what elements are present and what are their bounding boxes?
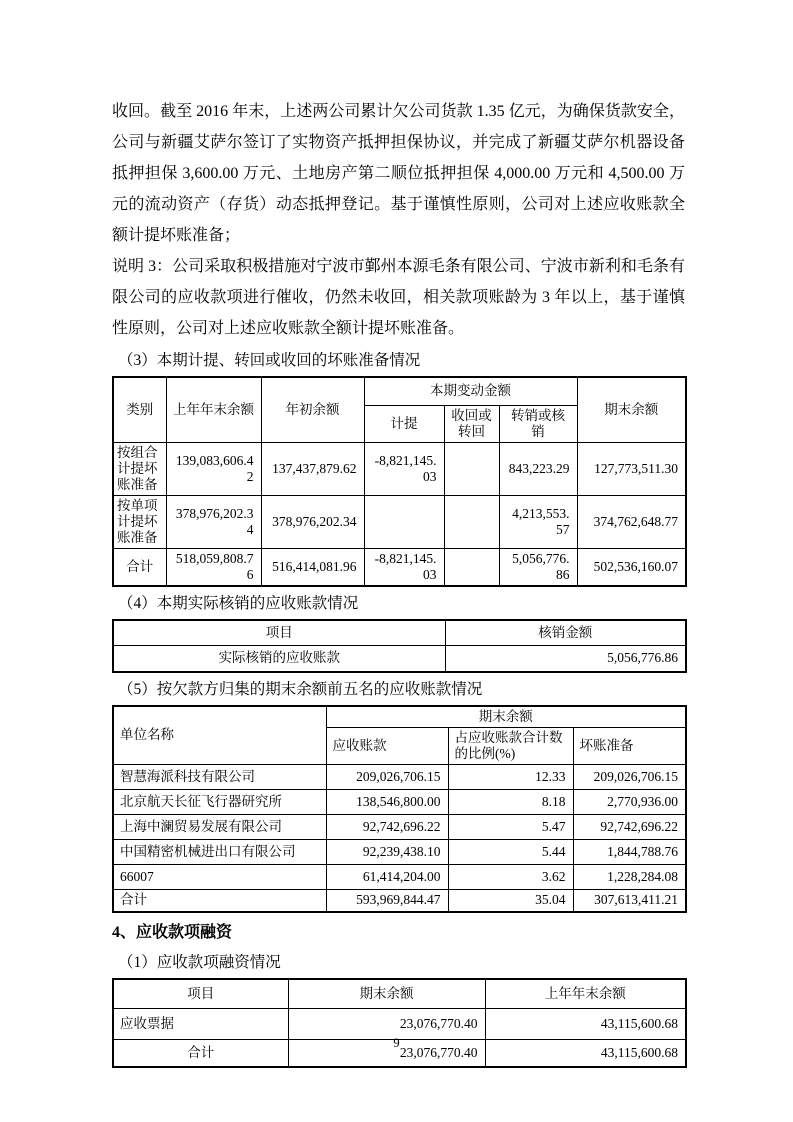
table-row xyxy=(113,1008,686,1039)
table5-row1-provision: 209,026,706.15 xyxy=(573,764,686,789)
table3-header-recover: 收回或转回 xyxy=(444,405,499,442)
table3-row2-category: 按单项计提坏账准备 xyxy=(113,495,166,548)
table3-row1-begin: 137,437,879.62 xyxy=(261,442,364,495)
actual-writeoff-table xyxy=(112,619,687,673)
table5-row3-provision: 92,742,696.22 xyxy=(573,814,686,839)
table5-header-row-1 xyxy=(113,706,686,728)
table3-row2-accrual xyxy=(364,495,444,548)
table5-row4-ratio: 5.44 xyxy=(448,839,573,864)
table-row xyxy=(113,442,686,495)
table5-total-receivable: 593,969,844.47 xyxy=(326,889,448,912)
page-content xyxy=(112,96,685,1068)
table3-header-prev-year-end: 上年年末余额 xyxy=(166,377,261,442)
table6-total-end: 23,076,770.40 xyxy=(288,1039,485,1067)
table3-header-category: 类别 xyxy=(113,377,166,442)
section-4-1-title: （1）应收款项融资情况 xyxy=(118,954,281,971)
paragraph-collateral-note: 收回。截至 2016 年末，上述两公司累计欠公司货款 1.35 亿元，为确保货款安全，公司与新疆艾萨尔签订了实物资产抵押担保协议，并完成了新疆艾萨尔机器设备抵押担保 3,600.00 万元、土地房产第二顺位抵押担保 4,000.00 万元和 4,500.00 万元的流动资产（存货）动态抵押登记。基于谨慎性原则，公司对上述应收账款全额计提坏账准备； xyxy=(112,103,685,244)
table3-row2-recover xyxy=(444,495,499,548)
table-row xyxy=(113,839,686,864)
table4-header-row xyxy=(113,620,686,646)
table5-header-receivable: 应收账款 xyxy=(326,727,448,764)
table5-total-name: 合计 xyxy=(113,889,326,912)
table-row xyxy=(113,646,686,672)
table3-row1-prev: 139,083,606.42 xyxy=(166,442,261,495)
table-row xyxy=(113,495,686,548)
table-total-row xyxy=(113,548,686,586)
table3-row1-writeoff: 843,223.29 xyxy=(499,442,577,495)
table5-row4-provision: 1,844,788.76 xyxy=(573,839,686,864)
table3-row1-category: 按组合计提坏账准备 xyxy=(113,442,166,495)
table3-total-prev: 518,059,808.76 xyxy=(166,548,261,586)
table5-row1-receivable: 209,026,706.15 xyxy=(326,764,448,789)
table5-row2-ratio: 8.18 xyxy=(448,789,573,814)
table-total-row xyxy=(113,889,686,912)
table5-row2-receivable: 138,546,800.00 xyxy=(326,789,448,814)
table5-row5-receivable: 61,414,204.00 xyxy=(326,864,448,889)
table3-header-period-end: 期末余额 xyxy=(577,377,686,442)
table5-row5-provision: 1,228,284.08 xyxy=(573,864,686,889)
table6-header-period-end: 期末余额 xyxy=(288,979,485,1008)
table5-row5-ratio: 3.62 xyxy=(448,864,573,889)
table6-header-row xyxy=(113,979,686,1008)
table3-row2-end: 374,762,648.77 xyxy=(577,495,686,548)
table5-row5-name: 66007 xyxy=(113,864,326,889)
table3-total-recover xyxy=(444,548,499,586)
table5-row2-name: 北京航天长征飞行器研究所 xyxy=(113,789,326,814)
table5-row1-name: 智慧海派科技有限公司 xyxy=(113,764,326,789)
table-row xyxy=(113,864,686,889)
table5-row3-receivable: 92,742,696.22 xyxy=(326,814,448,839)
top-five-receivables-table xyxy=(112,705,687,914)
table3-header-accrual: 计提 xyxy=(364,405,444,442)
table6-total-prev: 43,115,600.68 xyxy=(485,1039,686,1067)
table5-row3-name: 上海中澜贸易发展有限公司 xyxy=(113,814,326,839)
table5-row2-provision: 2,770,936.00 xyxy=(573,789,686,814)
table6-row1-item: 应收票据 xyxy=(113,1008,288,1039)
table5-header-name: 单位名称 xyxy=(113,706,326,765)
receivables-financing-table xyxy=(112,978,687,1068)
table3-row1-recover xyxy=(444,442,499,495)
table5-total-provision: 307,613,411.21 xyxy=(573,889,686,912)
table4-row1-amount: 5,056,776.86 xyxy=(445,646,686,672)
table3-row2-writeoff: 4,213,553.57 xyxy=(499,495,577,548)
paragraph-note-3: 说明 3：公司采取积极措施对宁波市鄞州本源毛条有限公司、宁波市新利和毛条有限公司的应收款项进行催收，仍然未收回，相关款项账龄为 3 年以上，基于谨慎性原则，公司对上述应收账款全额计提坏账准备。 xyxy=(112,258,685,337)
table4-row1-item: 实际核销的应收账款 xyxy=(113,646,445,672)
table4-header-item: 项目 xyxy=(113,620,445,646)
table3-row2-begin: 378,976,202.34 xyxy=(261,495,364,548)
table5-header-period-end: 期末余额 xyxy=(326,706,686,728)
section-3-title: （3）本期计提、转回或收回的坏账准备情况 xyxy=(118,352,421,369)
table4-header-amount: 核销金额 xyxy=(445,620,686,646)
bad-debt-provision-change-table xyxy=(112,376,687,587)
table3-total-accrual: -8,821,145.03 xyxy=(364,548,444,586)
table5-total-ratio: 35.04 xyxy=(448,889,573,912)
table3-row1-end: 127,773,511.30 xyxy=(577,442,686,495)
table5-header-ratio: 占应收账款合计数的比例(%) xyxy=(448,727,573,764)
table5-row4-receivable: 92,239,438.10 xyxy=(326,839,448,864)
section-5-title: （5）按欠款方归集的期末余额前五名的应收账款情况 xyxy=(118,680,483,698)
table6-row1-prev: 43,115,600.68 xyxy=(485,1008,686,1039)
table3-header-row-1 xyxy=(113,377,686,405)
table5-header-provision: 坏账准备 xyxy=(573,727,686,764)
table3-total-begin: 516,414,081.96 xyxy=(261,548,364,586)
table6-header-item: 项目 xyxy=(113,979,288,1008)
table3-row2-prev: 378,976,202.34 xyxy=(166,495,261,548)
table-row xyxy=(113,789,686,814)
section-4-main-heading: 4、应收款项融资 xyxy=(112,924,233,941)
table3-header-current-change: 本期变动金额 xyxy=(364,377,577,405)
table5-row1-ratio: 12.33 xyxy=(448,764,573,789)
table5-row4-name: 中国精密机械进出口有限公司 xyxy=(113,839,326,864)
table3-header-writeoff: 转销或核销 xyxy=(499,405,577,442)
section-4-title: （4）本期实际核销的应收账款情况 xyxy=(118,594,359,612)
table3-total-writeoff: 5,056,776.86 xyxy=(499,548,577,586)
table-row xyxy=(113,814,686,839)
table3-row1-accrual: -8,821,145.03 xyxy=(364,442,444,495)
table-row xyxy=(113,764,686,789)
table5-row3-ratio: 5.47 xyxy=(448,814,573,839)
table6-total-item: 合计 xyxy=(113,1039,288,1067)
table3-total-category: 合计 xyxy=(113,548,166,586)
page-number: 9 xyxy=(393,1036,400,1050)
table3-header-year-begin: 年初余额 xyxy=(261,377,364,442)
table6-header-prev-year-end: 上年年末余额 xyxy=(485,979,686,1008)
table6-row1-end: 23,076,770.40 xyxy=(288,1008,485,1039)
table3-total-end: 502,536,160.07 xyxy=(577,548,686,586)
